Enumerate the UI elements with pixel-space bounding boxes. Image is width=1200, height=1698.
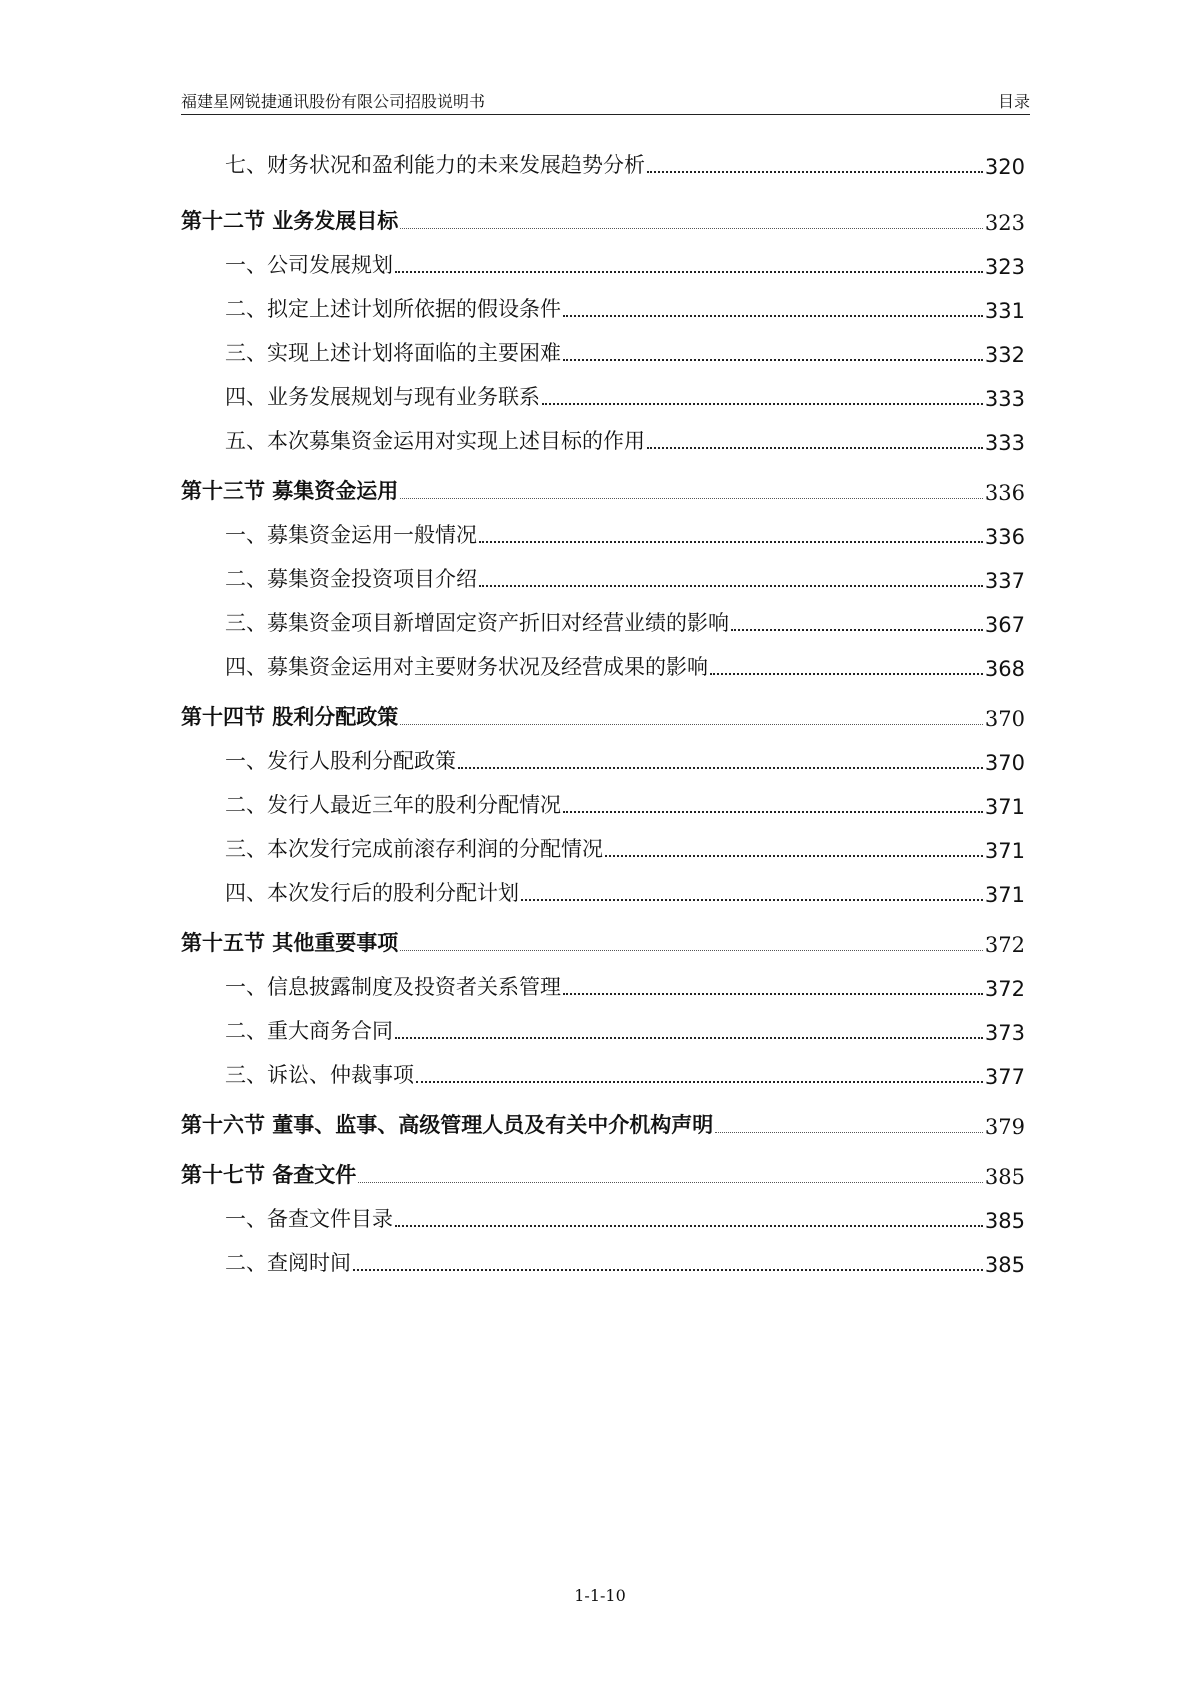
toc-section[interactable]: [181, 1097, 1025, 1147]
toc-item-page: 320: [984, 155, 1025, 179]
toc-item-page: 377: [984, 1065, 1025, 1089]
toc-item-title: 二、募集资金投资项目介绍: [225, 567, 477, 591]
toc-item-page: 333: [984, 431, 1025, 455]
dot-leader: [353, 1269, 983, 1271]
dot-leader: [400, 498, 983, 499]
toc-item-page: 372: [984, 977, 1025, 1001]
dot-leader: [521, 899, 983, 901]
toc-section-page: 323: [984, 211, 1025, 235]
dot-leader: [479, 541, 983, 543]
toc-item-page: 367: [984, 613, 1025, 637]
toc-section[interactable]: [181, 915, 1025, 965]
document-title: 福建星网锐捷通讯股份有限公司招股说明书: [181, 92, 486, 111]
dot-leader: [479, 585, 983, 587]
toc-item[interactable]: [181, 1197, 1025, 1241]
toc-item[interactable]: [181, 331, 1025, 375]
toc-item-page: 370: [984, 751, 1025, 775]
toc-section-title: 第十二节 业务发展目标: [181, 209, 399, 233]
toc-item-title: 三、本次发行完成前滚存利润的分配情况: [225, 837, 603, 861]
dot-leader: [563, 359, 983, 361]
toc-section-page: 379: [984, 1115, 1025, 1139]
toc-section-page: 385: [984, 1165, 1025, 1189]
toc-item-title: 二、拟定上述计划所依据的假设条件: [225, 297, 561, 321]
toc-section-title: 第十七节 备查文件: [181, 1163, 357, 1187]
toc-section-title: 第十六节 董事、监事、高级管理人员及有关中介机构声明: [181, 1113, 714, 1137]
toc-item[interactable]: [181, 783, 1025, 827]
toc-item[interactable]: [181, 645, 1025, 689]
toc-item[interactable]: [181, 739, 1025, 783]
toc-item[interactable]: [181, 601, 1025, 645]
dot-leader: [395, 271, 983, 273]
toc-item[interactable]: [181, 143, 1025, 187]
toc-item-page: 333: [984, 387, 1025, 411]
toc-item[interactable]: [181, 1009, 1025, 1053]
section-label: 目录: [997, 92, 1030, 111]
toc-item-title: 四、募集资金运用对主要财务状况及经营成果的影响: [225, 655, 708, 679]
dot-leader: [416, 1081, 983, 1083]
dot-leader: [605, 855, 983, 857]
table-of-contents: [181, 143, 1025, 1285]
toc-item-title: 二、发行人最近三年的股利分配情况: [225, 793, 561, 817]
toc-item-title: 一、公司发展规划: [225, 253, 393, 277]
toc-item[interactable]: [181, 827, 1025, 871]
toc-item-title: 二、重大商务合同: [225, 1019, 393, 1043]
toc-item[interactable]: [181, 375, 1025, 419]
toc-item-title: 一、募集资金运用一般情况: [225, 523, 477, 547]
toc-section-title: 第十四节 股利分配政策: [181, 705, 399, 729]
toc-section-page: 370: [984, 707, 1025, 731]
toc-item-page: 336: [984, 525, 1025, 549]
dot-leader: [400, 950, 983, 951]
page-header: [181, 86, 1030, 115]
toc-section-page: 372: [984, 933, 1025, 957]
toc-item-title: 一、发行人股利分配政策: [225, 749, 456, 773]
dot-leader: [647, 447, 983, 449]
dot-leader: [563, 993, 983, 995]
toc-item-page: 371: [984, 795, 1025, 819]
toc-item-page: 385: [984, 1209, 1025, 1233]
toc-item[interactable]: [181, 419, 1025, 463]
dot-leader: [395, 1225, 983, 1227]
toc-item-title: 三、实现上述计划将面临的主要困难: [225, 341, 561, 365]
toc-item-title: 三、募集资金项目新增固定资产折旧对经营业绩的影响: [225, 611, 729, 635]
dot-leader: [647, 171, 983, 173]
toc-item-title: 七、财务状况和盈利能力的未来发展趋势分析: [225, 153, 645, 177]
dot-leader: [542, 403, 983, 405]
dot-leader: [731, 629, 983, 631]
toc-section[interactable]: [181, 463, 1025, 513]
toc-section-title: 第十五节 其他重要事项: [181, 931, 399, 955]
toc-section-page: 336: [984, 481, 1025, 505]
toc-item[interactable]: [181, 287, 1025, 331]
page-footer: [0, 1586, 1200, 1605]
dot-leader: [395, 1037, 983, 1039]
toc-item-page: 368: [984, 657, 1025, 681]
dot-leader: [400, 228, 983, 229]
toc-item-title: 三、诉讼、仲裁事项: [225, 1063, 414, 1087]
dot-leader: [715, 1132, 983, 1133]
toc-item[interactable]: [181, 1241, 1025, 1285]
dot-leader: [358, 1182, 983, 1183]
dot-leader: [563, 811, 983, 813]
toc-section[interactable]: [181, 689, 1025, 739]
toc-item-title: 四、业务发展规划与现有业务联系: [225, 385, 540, 409]
toc-item-title: 二、查阅时间: [225, 1251, 351, 1275]
toc-item-title: 四、本次发行后的股利分配计划: [225, 881, 519, 905]
toc-item-page: 337: [984, 569, 1025, 593]
dot-leader: [458, 767, 983, 769]
toc-section[interactable]: [181, 193, 1025, 243]
toc-item-page: 332: [984, 343, 1025, 367]
dot-leader: [400, 724, 983, 725]
toc-item-page: 323: [984, 255, 1025, 279]
dot-leader: [710, 673, 983, 675]
toc-item[interactable]: [181, 871, 1025, 915]
toc-item-title: 五、本次募集资金运用对实现上述目标的作用: [225, 429, 645, 453]
toc-item-page: 331: [984, 299, 1025, 323]
toc-item[interactable]: [181, 1053, 1025, 1097]
toc-item[interactable]: [181, 965, 1025, 1009]
toc-item[interactable]: [181, 513, 1025, 557]
toc-item-title: 一、信息披露制度及投资者关系管理: [225, 975, 561, 999]
toc-item-page: 371: [984, 883, 1025, 907]
toc-item-title: 一、备查文件目录: [225, 1207, 393, 1231]
page-number: 1-1-10: [574, 1586, 626, 1605]
toc-item-page: 373: [984, 1021, 1025, 1045]
dot-leader: [563, 315, 983, 317]
toc-section[interactable]: [181, 1147, 1025, 1197]
toc-item[interactable]: [181, 243, 1025, 287]
toc-item-page: 371: [984, 839, 1025, 863]
toc-item[interactable]: [181, 557, 1025, 601]
toc-item-page: 385: [984, 1253, 1025, 1277]
toc-section-title: 第十三节 募集资金运用: [181, 479, 399, 503]
